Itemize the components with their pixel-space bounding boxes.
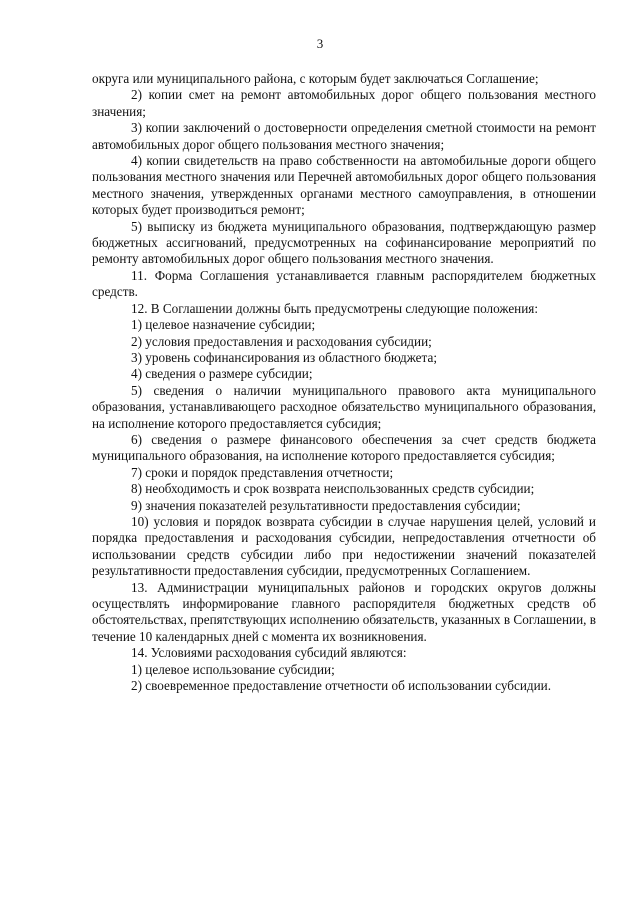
list-item: 10) условия и порядок возврата субсидии в случае нарушения целей, условий и порядка предоставления и расходования субсидии, непредоставления отчетности об использовании средств субсидии либо при недостижении значений показателей результативности предоставления субсидии, предусмотренных Соглашением.: [92, 513, 596, 579]
list-item: 4) сведения о размере субсидии;: [131, 366, 313, 382]
list-item: 2) своевременное предоставление отчетности об использовании субсидии.: [131, 678, 552, 694]
document-body: [92, 71, 596, 694]
paragraph: 11. Форма Соглашения устанавливается главным распорядителем бюджетных средств.: [92, 267, 596, 300]
paragraph: 3) копии заключений о достоверности определения сметной стоимости на ремонт автомобильных дорог общего пользования местного значения;: [92, 120, 596, 152]
paragraph: 12. В Соглашении должны быть предусмотрены следующие положения:: [131, 300, 539, 316]
page-number: 3: [316, 36, 324, 51]
list-item: 5) сведения о наличии муниципального правового акта муниципального образования, устанавливающего расходное обязательство муниципального образования, на исполнение которого предоставляется субсидия;: [92, 382, 596, 431]
list-item: 1) целевое использование субсидии;: [131, 661, 335, 677]
list-item: 9) значения показателей результативности предоставления субсидии;: [131, 497, 521, 513]
paragraph: округа или муниципального района, с которым будет заключаться Соглашение;: [92, 71, 539, 86]
paragraph: 5) выписку из бюджета муниципального образования, подтверждающую размер бюджетных ассигнований, предусмотренных на софинансирование мероприятий по ремонту автомобильных дорог общего пользования местного значения.: [92, 218, 596, 267]
list-item: 2) условия предоставления и расходования субсидии;: [131, 333, 432, 349]
list-item: 1) целевое назначение субсидии;: [131, 317, 316, 333]
list-item: 6) сведения о размере финансового обеспечения за счет средств бюджета муниципального образования, на исполнение которого предоставляется субсидия;: [92, 431, 596, 464]
list-item: 7) сроки и порядок представления отчетности;: [131, 464, 394, 480]
list-item: 3) уровень софинансирования из областного бюджета;: [131, 349, 437, 365]
paragraph: 13. Администрации муниципальных районов и городских округов должны осуществлять информирование главного распорядителя бюджетных средств об обстоятельствах, препятствующих исполнению обязательств, указанных в Соглашении, в течение 10 календарных дней с момента их возникновения.: [92, 579, 596, 644]
paragraph: 2) копии смет на ремонт автомобильных дорог общего пользования местного значения;: [92, 87, 596, 119]
paragraph: 4) копии свидетельств на право собственности на автомобильные дороги общего пользования местного значения или Перечней автомобильных дорог общего пользования местного значения, утвержденных органами местного самоуправления, в отношении которых будет производиться ремонт;: [92, 153, 596, 218]
paragraph: 14. Условиями расходования субсидий являются:: [131, 645, 407, 661]
list-item: 8) необходимость и срок возврата неиспользованных средств субсидии;: [131, 481, 535, 497]
